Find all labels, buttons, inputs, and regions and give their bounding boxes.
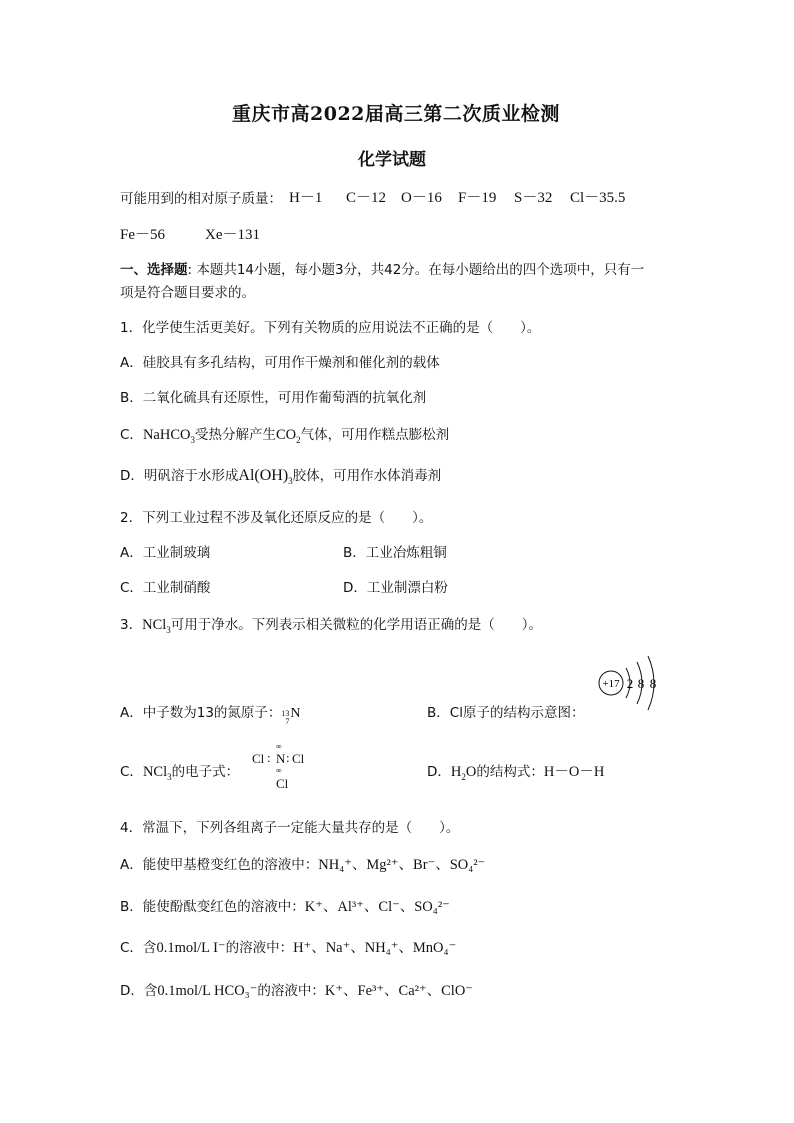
atomic-masses-label: 可能用到的相对原子质量： <box>120 191 282 207</box>
q4-c-ions: H⁺、Na⁺、NH₄⁺、MnO₄⁻ <box>293 940 457 956</box>
q1-c-formula1: NaHCO$_3$ <box>142 427 195 445</box>
q4-option-b: B．能使酚酞变红色的溶液中：K⁺、Al³⁺、Cl⁻、SO₄²⁻ <box>120 899 450 915</box>
section-intro-text: : 本题共14小题，每小题3分，共42分。在每小题给出的四个选项中，只有一 <box>187 262 645 278</box>
q3-option-c: C．NCl$_3$的电子式： <box>120 764 240 782</box>
lone-cl-bottom: Cl <box>276 776 289 791</box>
q4-b-ions: K⁺、Al³⁺、Cl⁻、SO₄²⁻ <box>304 899 450 915</box>
q2-stem: 2．下列工业过程不涉及氧化还原反应的是（ ）。 <box>120 510 433 526</box>
q1-c-mid: 受热分解产生 <box>194 427 276 443</box>
q4-stem: 4．常温下，下列各组离子一定能大量共存的是（ ）。 <box>120 820 460 836</box>
section-heading: 一、选择题 <box>120 262 188 278</box>
q1-c-prefix: C． <box>120 427 143 443</box>
q3-d-structure: H－O－H <box>543 764 605 780</box>
q1-d-post: 胶体，可用作水体消毒剂 <box>292 468 442 484</box>
section-intro <box>120 258 644 278</box>
q3-nuclide: 13 7 N <box>281 706 301 726</box>
q3-option-d: D．$H_2O$的结构式：H－O－H <box>427 764 605 782</box>
shell-electrons-1: 2 <box>626 676 634 691</box>
cl-atom-diagram <box>596 654 668 712</box>
q4-a-ions: NH₄⁺、Mg²⁺、Br⁻、SO₄²⁻ <box>318 857 486 873</box>
q1-option-b: B．二氧化硫具有还原性，可用作葡萄酒的抗氧化剂 <box>120 390 427 406</box>
exam-title: 重庆市高2022届高三第二次质业检测 <box>232 103 560 125</box>
q3-option-a: A．中子数为13的氮原子： 13 7 N <box>120 705 301 726</box>
q2-option-c: C．工业制硝酸 <box>120 580 211 596</box>
shell-electrons-3: 8 <box>649 676 657 691</box>
q1-d-formula: $Al(OH)_3$ <box>238 467 293 487</box>
lone-cl-left: Cl <box>252 751 265 766</box>
shell-electrons-2: 8 <box>637 676 645 691</box>
q4-d-ions: K⁺、Fe³⁺、Ca²⁺、ClO⁻ <box>324 983 473 999</box>
q3-stem: 3．NCl$_3$可用于净水。下列表示相关微粒的化学用语正确的是（ ）。 <box>120 617 543 635</box>
q3-d-formula: $H_2O$ <box>450 764 477 782</box>
atomic-mass-s: S－32 <box>514 190 553 206</box>
q1-option-a: A．硅胶具有多孔结构，可用作干燥剂和催化剂的载体 <box>120 355 440 371</box>
atomic-mass-fe: Fe－56 <box>120 227 166 243</box>
q2-option-b: B．工业冶炼粗铜 <box>343 545 447 561</box>
section-intro-cont: 项是符合题目要求的。 <box>120 285 255 301</box>
q2-option-d: D．工业制漂白粉 <box>343 580 448 596</box>
dots-bottom: ∞ <box>276 766 282 775</box>
q4-d-conc: 0.1mol/L HCO₃⁻ <box>157 983 258 999</box>
ncl3-electron-formula <box>252 742 312 792</box>
q4-option-d: D．含0.1mol/L HCO₃⁻的溶液中：K⁺、Fe³⁺、Ca²⁺、ClO⁻ <box>120 983 473 999</box>
q4-option-c: C．含0.1mol/L I⁻的溶液中：H⁺、Na⁺、NH₄⁺、MnO₄⁻ <box>120 940 457 956</box>
q4-c-conc: 0.1mol/L I⁻ <box>156 940 226 956</box>
atomic-mass-o: O－16 <box>401 190 442 206</box>
q3-c-formula: NCl$_3$ <box>142 764 172 782</box>
q1-c-formula2: $CO_2$ <box>275 427 301 445</box>
exam-subtitle: 化学试题 <box>358 150 426 170</box>
q3-option-b: B．Cl原子的结构示意图： <box>427 705 585 721</box>
q4-option-a: A．能使甲基橙变红色的溶液中：NH₄⁺、Mg²⁺、Br⁻、SO₄²⁻ <box>120 857 486 873</box>
q1-d-prefix: D．明矾溶于水形成 <box>120 468 239 484</box>
atomic-mass-xe: Xe－131 <box>205 227 260 243</box>
dots-right: : <box>286 750 290 765</box>
q1-c-post: 气体，可用作糕点膨松剂 <box>300 427 450 443</box>
q2-option-a: A．工业制玻璃 <box>120 545 211 561</box>
atomic-mass-cl: Cl－35.5 <box>570 190 626 206</box>
q1-option-d <box>120 464 441 485</box>
atomic-mass-c: C－12 <box>346 190 387 206</box>
nucleus-charge: +17 <box>602 678 620 690</box>
central-n: N <box>276 751 286 766</box>
atomic-mass-h: H－1 <box>289 190 323 206</box>
atomic-mass-f: F－19 <box>458 190 497 206</box>
dots-top: ∞ <box>276 742 281 751</box>
q1-option-c <box>120 423 449 444</box>
dots-left: : <box>267 750 271 765</box>
lone-cl-right: Cl <box>292 751 305 766</box>
q3-stem-formula: NCl$_3$ <box>142 617 171 635</box>
q1-stem: 1．化学使生活更美好。下列有关物质的应用说法不正确的是（ ）。 <box>120 320 541 336</box>
